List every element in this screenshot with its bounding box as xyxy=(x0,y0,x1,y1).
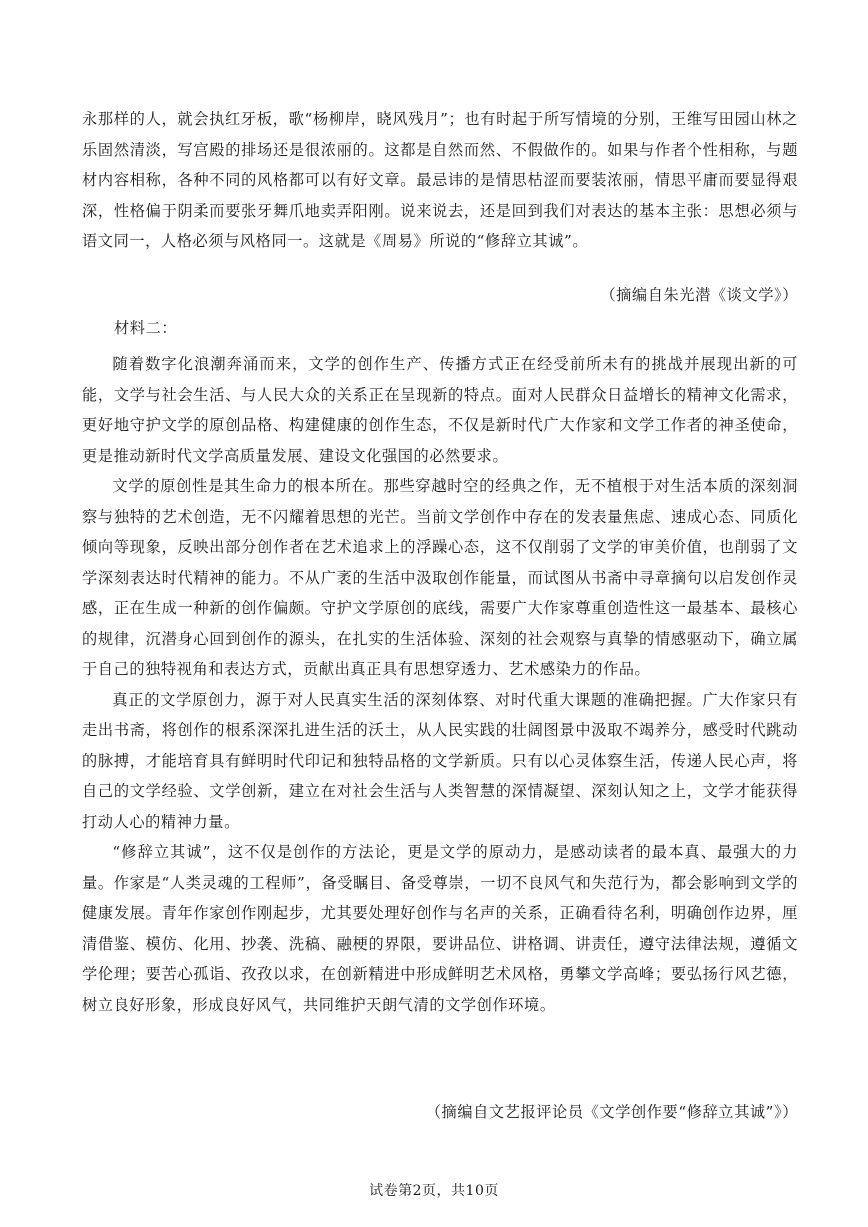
material-two-body xyxy=(82,349,798,1020)
material-one-body xyxy=(82,104,798,257)
material-two-paragraph: 文学的原创性是其生命力的根本所在。那些穿越时空的经典之作，无不植根于对生活本质的深刻洞察与独特的艺术创造，无不闪耀着思想的光芒。当前文学创作中存在的发表量焦虑、速成心态、同质化倾向等现象，反映出部分创作者在艺术追求上的浮躁心态，这不仅削弱了文学的审美价值，也削弱了文学深刻表达时代精神的能力。不从广袤的生活中汲取创作能量，而试图从书斋中寻章摘句以启发创作灵感，正在生成一种新的创作偏颇。守护文学原创的底线，需要广大作家尊重创造性这一最基本、最核心的规律，沉潜身心回到创作的源头，在扎实的生活体验、深刻的社会观察与真挚的情感驱动下，确立属于自己的独特视角和表达方式，贡献出真正具有思想穿透力、艺术感染力的作品。 xyxy=(82,477,798,678)
material-one-continuation: 永那样的人，就会执红牙板，歌“杨柳岸，晓风残月”；也有时起于所写情境的分别，王维写田园山林之乐固然清淡，写宫殿的排场还是很浓丽的。这都是自然而然、不假做作的。如果与作者个性相称，与题材内容相称，各种不同的风格都可以有好文章。最忌讳的是情思枯涩而要装浓丽，情思平庸而要显得艰深，性格偏于阴柔而要张牙舞爪地卖弄阳刚。说来说去，还是回到我们对表达的基本主张：思想必须与语文同一，人格必须与风格同一。这就是《周易》所说的“修辞立其诚”。 xyxy=(82,110,798,250)
material-two-source: （摘编自文艺报评论员《文学创作要“修辞立其诚”》） xyxy=(425,1103,798,1121)
material-two-paragraph: “修辞立其诚”，这不仅是创作的方法论，更是文学的原动力，是感动读者的最本真、最强大的力量。作家是“人类灵魂的工程师”，备受瞩目、备受尊崇，一切不良风气和失范行为，都会影响到文学的健康发展。青年作家创作刚起步，尤其要处理好创作与名声的关系，正确看待名利，明确创作边界，厘清借鉴、模仿、化用、抄袭、洗稿、融梗的界限，要讲品位、讲格调、讲责任，遵守法律法规，遵循文学伦理；要苦心孤诣、孜孜以求，在创新精进中形成鲜明艺术风格，勇攀文学高峰；要弘扬行风艺德，树立良好形象，形成良好风气，共同维护天朗气清的文学创作环境。 xyxy=(82,843,798,1014)
page-footer: 试卷第2页，共10页 xyxy=(369,1183,499,1199)
material-two-paragraph: 随着数字化浪潮奔涌而来，文学的创作生产、传播方式正在经受前所未有的挑战并展现出新的可能，文学与社会生活、与人民大众的关系正在呈现新的特点。面对人民群众日益增长的精神文化需求，更好地守护文学的原创品格、构建健康的创作生态，不仅是新时代广大作家和文学工作者的神圣使命，更是推动新时代文学高质量发展、建设文化强国的必然要求。 xyxy=(82,355,798,465)
material-two-label: 材料二： xyxy=(114,319,178,337)
material-two-paragraph: 真正的文学原创力，源于对人民真实生活的深刻体察、对时代重大课题的准确把握。广大作家只有走出书斋，将创作的根系深深扎进生活的沃土，从人民实践的壮阔图景中汲取不竭养分，感受时代跳动的脉搏，才能培育具有鲜明时代印记和独特品格的文学新质。只有以心灵体察生活，传递人民心声，将自己的文学经验、文学创新，建立在对社会生活与人类智慧的深情凝望、深刻认知之上，文学才能获得打动人心的精神力量。 xyxy=(82,690,798,831)
material-one-source: （摘编自朱光潜《谈文学》） xyxy=(600,286,798,304)
